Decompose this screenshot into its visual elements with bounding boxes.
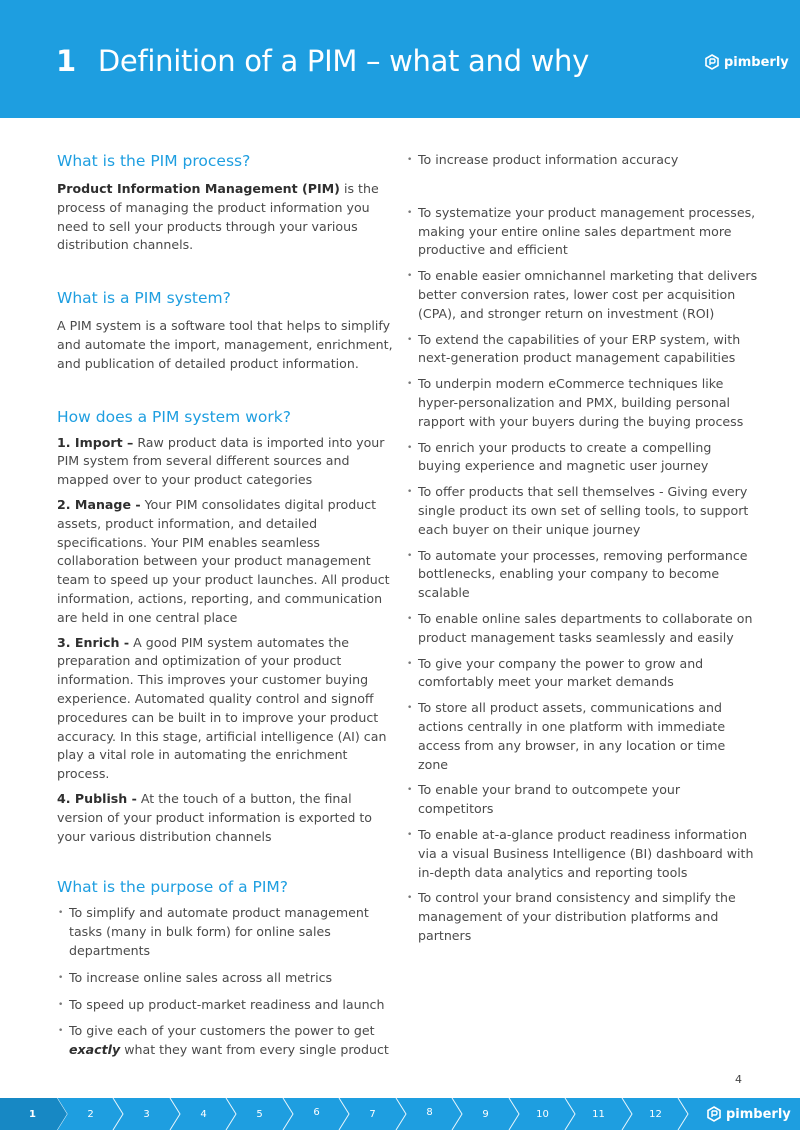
brand-logo-footer (706, 1106, 791, 1122)
section-title-pim-process: What is the PIM process? (57, 152, 251, 170)
list-item: • To automate your processes, removing performance bottlenecks, enabling your company to become scalable (406, 547, 758, 603)
page-header (0, 0, 800, 118)
list-item: • To simplify and automate product management tasks (many in bulk form) for online sales departments (57, 904, 395, 960)
chapter-number: 1 (56, 44, 76, 78)
nav-page-1[interactable]: 1 (29, 1108, 36, 1120)
purpose-list-continued (406, 151, 758, 946)
section-title-purpose: What is the purpose of a PIM? (57, 878, 289, 897)
step-manage (57, 496, 395, 628)
step-text: At the touch of a button, the final version of your product information is exported to your various distribution channels (57, 790, 372, 844)
list-item: • To enrich your products to create a compelling buying experience and magnetic user journey (406, 439, 758, 477)
page-number: 4 (735, 1073, 742, 1086)
pim-process-text (57, 180, 395, 255)
nav-page-3[interactable]: 3 (143, 1108, 150, 1120)
chapter-nav-bar (0, 1098, 800, 1130)
pimberly-logo-icon (704, 54, 720, 70)
list-item: • To enable online sales departments to collaborate on product management tasks seamlessly and easily (406, 610, 758, 648)
list-item: • To increase online sales across all metrics (57, 969, 395, 988)
brand-name: pimberly (724, 54, 789, 70)
pim-process-body: is the process of managing the product information you need to sell your products through your various distribution channels. (57, 181, 379, 253)
nav-page-6[interactable]: 6 (313, 1106, 320, 1118)
brand-logo (704, 54, 789, 70)
pim-term: Product Information Management (PIM) (57, 181, 340, 196)
pimberly-logo-icon (706, 1106, 722, 1122)
list-item-text: what they want from every single product (120, 1042, 389, 1058)
nav-page-2[interactable]: 2 (87, 1108, 94, 1120)
list-item (57, 1022, 395, 1060)
list-item: • To systematize your product management processes, making your entire online sales department more productive and efficient (406, 204, 758, 260)
step-label: 1. Import – (57, 434, 134, 450)
purpose-list (57, 904, 395, 1060)
list-item: • To control your brand consistency and simplify the management of your distribution platforms and partners (406, 889, 758, 945)
list-item: • To underpin modern eCommerce techniques like hyper-personalization and PMX, building personal rapport with your buyers during the buying process (406, 375, 758, 431)
list-item: • To increase product information accuracy (406, 151, 758, 170)
step-label: 3. Enrich - (57, 634, 130, 650)
left-column (57, 150, 395, 1060)
list-item: • To store all product assets, communications and actions centrally in one platform with immediate access from any browser, in any location or time zone (406, 699, 758, 774)
list-item-emphasis: exactly (69, 1042, 121, 1058)
brand-name: pimberly (726, 1106, 791, 1122)
pim-system-text: A PIM system is a software tool that helps to simplify and automate the import, management, enrichment, and publication of detailed product information. (57, 318, 393, 371)
nav-page-10[interactable]: 10 (536, 1108, 549, 1120)
nav-page-8[interactable]: 8 (426, 1106, 433, 1118)
page-title (56, 44, 589, 78)
step-publish (57, 790, 395, 846)
steps-list (57, 434, 395, 847)
list-item: • To give your company the power to grow and comfortably meet your market demands (406, 655, 758, 693)
section-title-pim-system: What is a PIM system? (57, 289, 231, 308)
step-text: Raw product data is imported into your PIM system from several different sources and mapped over to your product categories (57, 434, 385, 488)
step-text: Your PIM consolidates digital product assets, product information, and detailed specifications. Your PIM enables seamless collaboration between your product management team to speed up your product launches. All product information, actions, reporting, and communication are held in one central place (57, 496, 390, 625)
list-item: • To offer products that sell themselves - Giving every single product its own set of selling tools, to support each buyer on their unique journey (406, 483, 758, 539)
list-item: • To extend the capabilities of your ERP system, with next-generation product management capabilities (406, 331, 758, 369)
right-column (406, 151, 758, 946)
nav-page-4[interactable]: 4 (200, 1108, 207, 1120)
list-item-text: To give each of your customers the power to get (69, 1023, 375, 1039)
list-item: • To enable your brand to outcompete your competitors (406, 781, 758, 819)
step-text: A good PIM system automates the preparation and optimization of your product information. This improves your customer buying experience. Automated quality control and signoff procedures can be built in to improve your product accuracy. In this stage, artificial intelligence (AI) can play a vital role in automating the enrichment process. (57, 634, 387, 782)
nav-page-11[interactable]: 11 (592, 1108, 605, 1120)
list-item: • To enable at-a-glance product readiness information via a visual Business Intelligence (BI) dashboard with in-depth data analytics and reporting tools (406, 826, 758, 882)
list-item: • To enable easier omnichannel marketing that delivers better conversion rates, lower cost per acquisition (CPA), and stronger return on investment (ROI) (406, 267, 758, 323)
chapter-title: Definition of a PIM – what and why (97, 44, 589, 78)
nav-page-7[interactable]: 7 (369, 1108, 376, 1120)
section-title-how-works: How does a PIM system work? (57, 407, 291, 426)
step-enrich (57, 634, 395, 784)
step-import (57, 434, 395, 490)
nav-page-5[interactable]: 5 (256, 1108, 263, 1120)
step-label: 2. Manage - (57, 496, 141, 512)
nav-page-12[interactable]: 12 (649, 1108, 662, 1120)
list-item: • To speed up product-market readiness and launch (57, 996, 395, 1015)
step-label: 4. Publish - (57, 790, 137, 806)
nav-page-9[interactable]: 9 (482, 1108, 489, 1120)
